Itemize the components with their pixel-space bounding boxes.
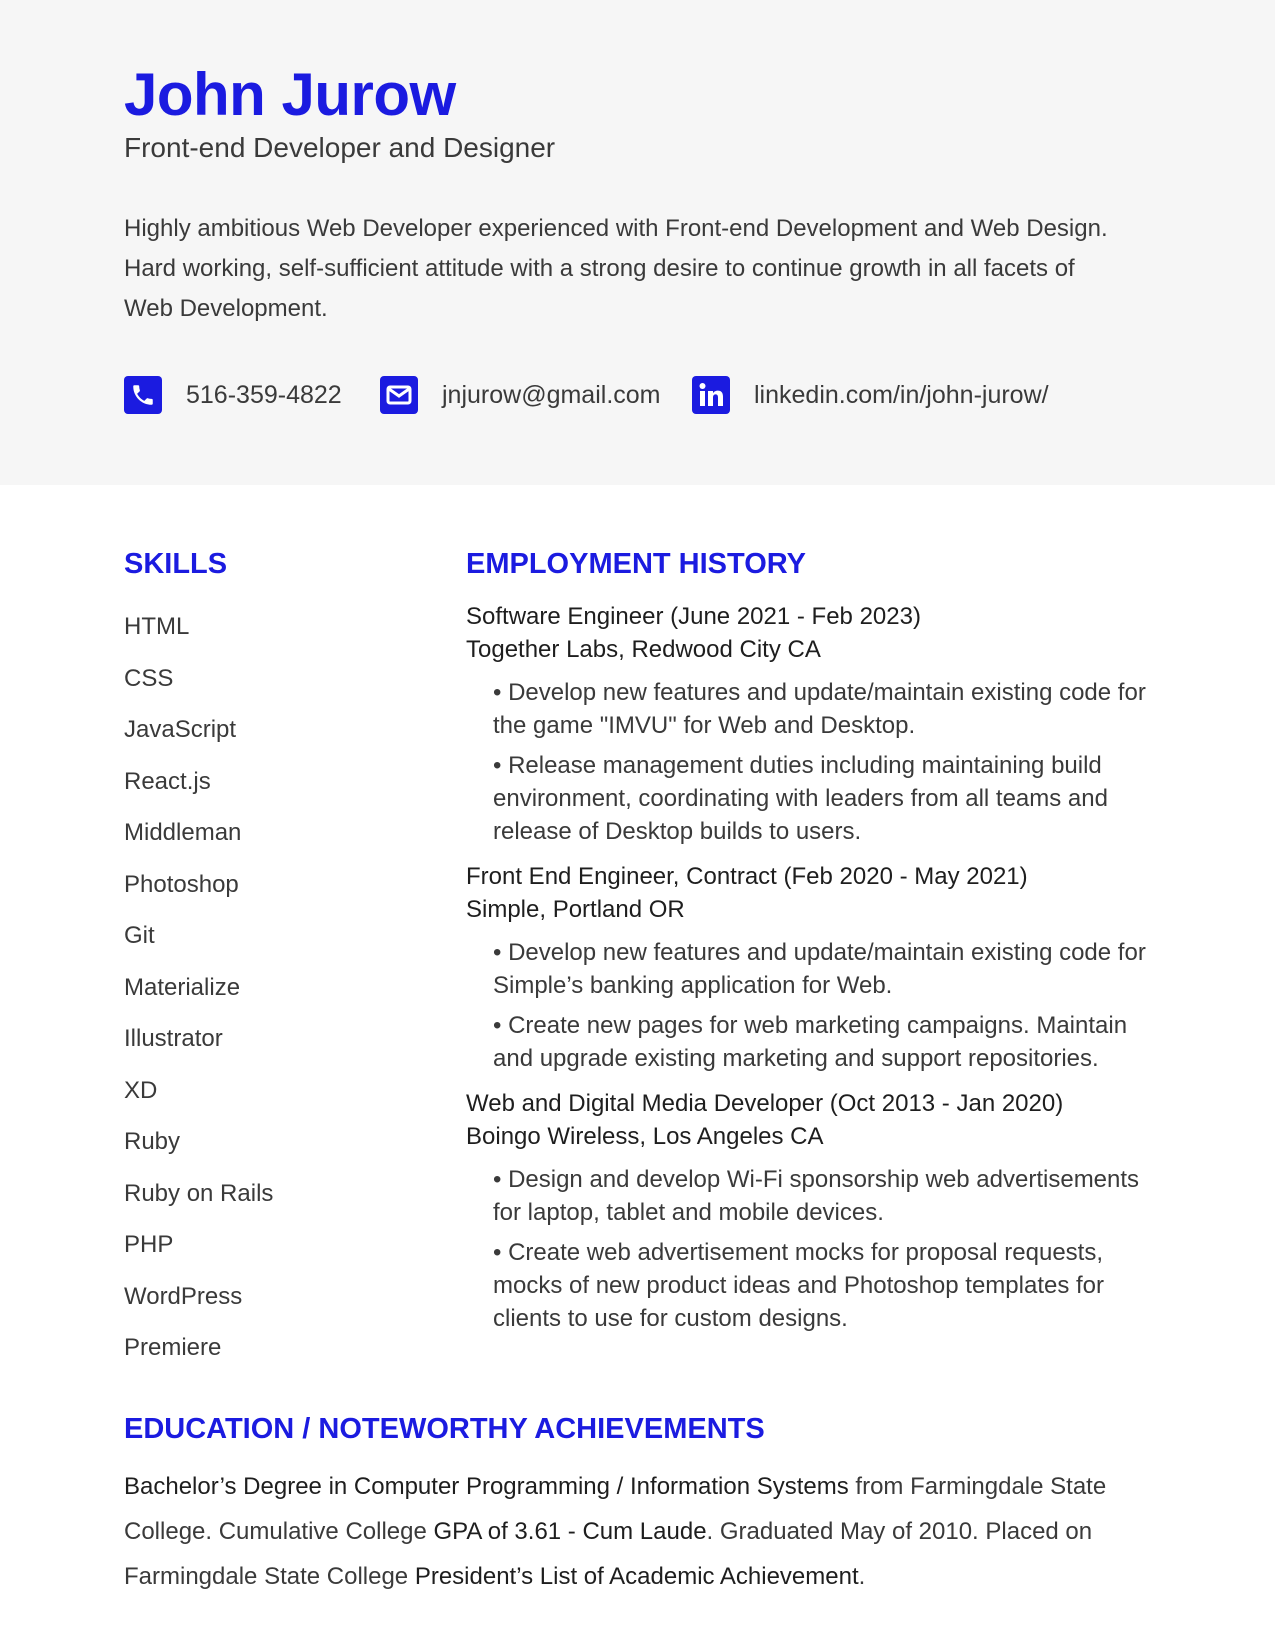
phone-number: 516-359-4822 — [186, 380, 342, 409]
skill-item: XD — [124, 1076, 158, 1104]
contact-linkedin[interactable] — [692, 376, 1049, 414]
job-entry — [466, 600, 1166, 848]
job-bullet: • Release management duties including maintaining build environment, coordinating with leaders from all teams and release of Desktop builds to users. — [493, 752, 1108, 845]
job-company: Boingo Wireless, Los Angeles CA — [466, 1123, 824, 1150]
skill-item: Middleman — [124, 819, 242, 846]
skill-item: WordPress — [124, 1282, 243, 1310]
skill-item: HTML — [124, 613, 190, 640]
education-text-2: . Graduated May of 2010. Placed on Farmingdale State College — [124, 1518, 1093, 1590]
skill-item: Materialize — [124, 973, 241, 1001]
job-title: Web and Digital Media Developer (Oct 2013 - Jan 2020) — [466, 1090, 1064, 1117]
contact-email[interactable] — [380, 376, 661, 414]
skill-item: Ruby — [124, 1128, 181, 1155]
envelope-icon — [380, 376, 418, 414]
header-section — [0, 0, 1275, 485]
phone-icon — [124, 376, 162, 414]
skills-list — [124, 601, 273, 1374]
profile-summary: Highly ambitious Web Developer experienced with Front-end Development and Web Design. Hard working, self-sufficient attitude with a strong desire to continue growth in all facets of Web Development. — [124, 215, 1108, 322]
linkedin-icon — [692, 376, 730, 414]
skill-item: CSS — [124, 664, 174, 692]
skill-item: React.js — [124, 767, 211, 795]
job-bullet: • Create web advertisement mocks for proposal requests, mocks of new product ideas and Photoshop templates for clients to use for custom designs. — [493, 1239, 1105, 1332]
skills-heading: SKILLS — [124, 548, 228, 580]
job-bullets — [466, 1163, 1166, 1335]
linkedin-url: linkedin.com/in/john-jurow/ — [754, 380, 1049, 409]
degree-text: Bachelor’s Degree in Computer Programming / Information Systems — [124, 1473, 849, 1500]
job-bullet: • Create new pages for web marketing campaigns. Maintain and upgrade existing marketing and support repositories. — [493, 1012, 1128, 1072]
job-entry — [466, 860, 1166, 1075]
honor-text: President’s List of Academic Achievement — [414, 1563, 859, 1590]
job-role: Front-end Developer and Designer — [124, 132, 556, 163]
job-title: Front End Engineer, Contract (Feb 2020 - May 2021) — [466, 863, 1028, 890]
skill-item: PHP — [124, 1231, 174, 1258]
skill-item: Premiere — [124, 1334, 222, 1361]
skill-item: Photoshop — [124, 870, 239, 898]
job-bullet: • Design and develop Wi-Fi sponsorship web advertisements for laptop, tablet and mobile devices. — [493, 1166, 1140, 1226]
education-paragraph — [124, 1464, 1144, 1599]
skill-item: Git — [124, 922, 155, 949]
job-bullets — [466, 676, 1166, 848]
education-text-1: from Farmingdale State College. Cumulative College — [124, 1473, 1107, 1545]
person-name: John Jurow — [124, 61, 456, 128]
job-bullet: • Develop new features and update/maintain existing code for the game "IMVU" for Web and Desktop. — [493, 679, 1146, 739]
gpa-text: GPA of 3.61 - Cum Laude — [433, 1518, 707, 1545]
email-address: jnjurow@gmail.com — [442, 380, 661, 409]
skill-item: Ruby on Rails — [124, 1179, 274, 1207]
skill-item: JavaScript — [124, 716, 237, 743]
job-title: Software Engineer (June 2021 - Feb 2023) — [466, 603, 921, 630]
job-company: Together Labs, Redwood City CA — [466, 636, 821, 663]
employment-heading: EMPLOYMENT HISTORY — [466, 548, 806, 580]
job-bullet: • Develop new features and update/maintain existing code for Simple’s banking application for Web. — [493, 939, 1146, 999]
skill-item: Illustrator — [124, 1025, 223, 1052]
education-text-3: . — [858, 1563, 866, 1590]
job-bullets — [466, 936, 1166, 1075]
employment-list — [466, 600, 1166, 1347]
job-company: Simple, Portland OR — [466, 896, 685, 923]
education-heading: EDUCATION / NOTEWORTHY ACHIEVEMENTS — [124, 1413, 765, 1445]
contact-phone[interactable] — [124, 376, 342, 414]
job-entry — [466, 1087, 1166, 1335]
